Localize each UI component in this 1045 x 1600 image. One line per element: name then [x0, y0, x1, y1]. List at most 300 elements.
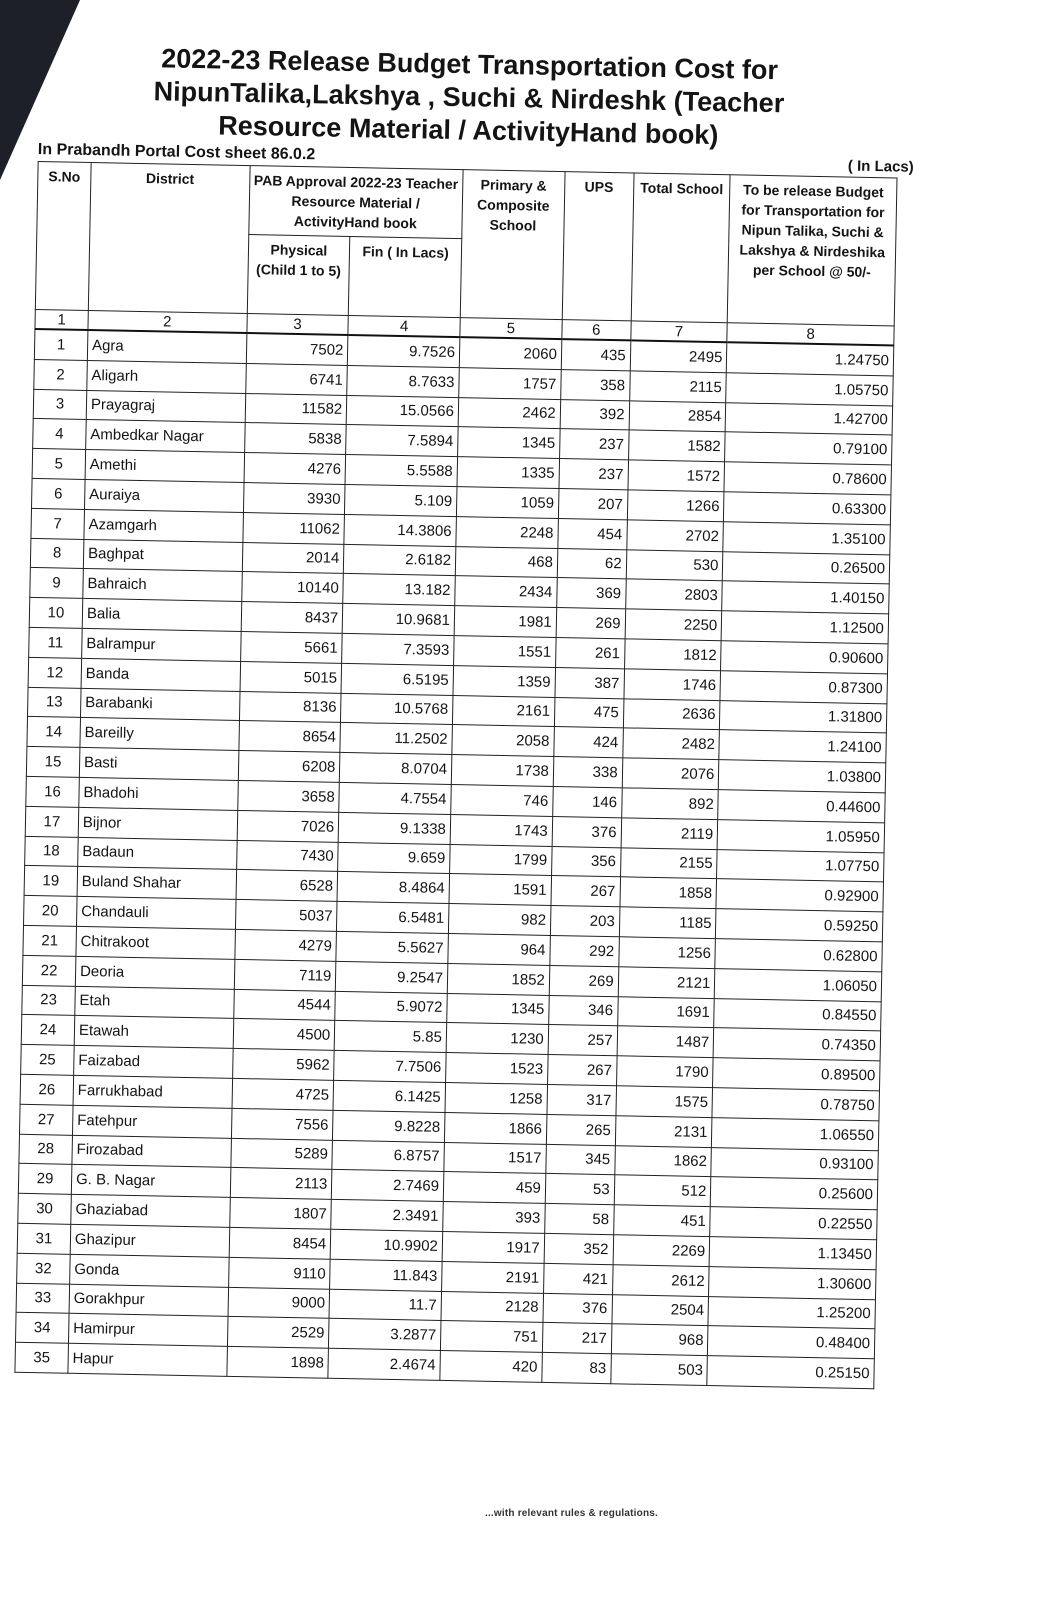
column-number: 6	[562, 320, 631, 341]
row-ups: 203	[550, 906, 619, 937]
row-district: Balrampur	[82, 628, 241, 661]
row-release: 0.93100	[711, 1147, 878, 1180]
row-release: 1.05950	[717, 819, 884, 852]
row-release: 1.31800	[720, 700, 887, 733]
row-total: 451	[613, 1205, 710, 1237]
row-ups: 292	[550, 935, 619, 966]
row-physical: 6208	[238, 751, 340, 783]
row-ups: 338	[553, 757, 622, 788]
row-physical: 4725	[232, 1078, 334, 1110]
row-primary: 2434	[455, 576, 557, 608]
row-sno: 13	[28, 687, 81, 718]
row-district: Ghaziabad	[71, 1194, 230, 1227]
row-fin: 15.0566	[346, 395, 458, 427]
row-release: 0.48400	[708, 1326, 875, 1359]
row-fin: 2.3491	[331, 1199, 443, 1231]
row-primary: 1799	[450, 844, 552, 876]
row-sno: 1	[34, 329, 87, 360]
row-release: 1.07750	[717, 849, 884, 882]
row-primary: 2058	[452, 725, 554, 757]
row-primary: 1743	[450, 814, 552, 846]
row-physical: 4279	[234, 929, 336, 961]
row-primary: 1258	[445, 1082, 547, 1114]
row-ups: 146	[553, 786, 622, 817]
row-district: Gorakhpur	[69, 1284, 228, 1317]
row-sno: 20	[24, 895, 77, 926]
row-primary: 459	[443, 1172, 545, 1204]
row-district: Ambedkar Nagar	[86, 420, 245, 453]
document-page	[14, 40, 919, 1390]
row-primary: 1852	[447, 963, 549, 995]
row-physical: 11062	[242, 512, 344, 544]
row-ups: 58	[544, 1204, 613, 1235]
row-physical: 3930	[243, 482, 345, 514]
row-total: 2131	[615, 1115, 712, 1147]
row-total: 2076	[622, 758, 719, 790]
row-fin: 6.5195	[341, 663, 453, 695]
row-release: 0.92900	[716, 879, 883, 912]
row-district: Chandauli	[76, 897, 235, 930]
row-release: 1.06050	[715, 968, 882, 1001]
row-sno: 10	[29, 598, 82, 629]
row-release: 0.89500	[713, 1058, 880, 1091]
row-primary: 1523	[446, 1053, 548, 1085]
row-ups: 83	[542, 1352, 611, 1383]
row-sno: 18	[25, 836, 78, 867]
row-total: 892	[621, 788, 718, 820]
row-release: 1.35100	[723, 521, 890, 554]
row-primary: 1345	[447, 993, 549, 1025]
row-primary: 1981	[454, 606, 556, 638]
row-ups: 376	[543, 1293, 612, 1324]
row-total: 1582	[628, 430, 725, 462]
row-fin: 5.5588	[345, 455, 457, 487]
row-total: 503	[610, 1354, 707, 1386]
row-fin: 11.2502	[340, 723, 452, 755]
title-line-2: NipunTalika,Lakshya , Suchi & Nirdeshk (Teacher	[153, 76, 785, 119]
row-fin: 9.1338	[338, 812, 450, 844]
row-district: Hamirpur	[68, 1314, 227, 1347]
row-total: 2636	[623, 698, 720, 730]
row-primary: 964	[448, 933, 550, 965]
row-ups: 376	[552, 816, 621, 847]
row-sno: 34	[15, 1313, 68, 1344]
row-release: 1.12500	[721, 611, 888, 644]
row-ups: 265	[546, 1114, 615, 1145]
row-fin: 10.9681	[342, 604, 454, 636]
row-sno: 11	[29, 627, 82, 658]
row-primary: 1335	[457, 457, 559, 489]
row-release: 0.78600	[724, 462, 891, 495]
row-total: 1185	[619, 907, 716, 939]
row-district: Barabanki	[80, 688, 239, 721]
row-primary: 2060	[459, 337, 561, 369]
row-release: 0.63300	[724, 492, 891, 525]
row-sno: 7	[31, 508, 84, 539]
row-release: 0.78750	[712, 1088, 879, 1121]
row-sno: 2	[34, 359, 87, 390]
row-primary: 1059	[456, 487, 558, 519]
row-fin: 5.85	[334, 1021, 446, 1053]
row-physical: 8454	[229, 1227, 331, 1259]
row-total: 1858	[620, 877, 717, 909]
row-primary: 2191	[442, 1261, 544, 1293]
row-total: 1746	[624, 669, 721, 701]
row-physical: 1807	[229, 1197, 331, 1229]
row-release: 1.25200	[708, 1296, 875, 1329]
row-fin: 3.2877	[329, 1319, 441, 1351]
row-fin: 9.659	[338, 842, 450, 874]
row-ups: 475	[554, 697, 623, 728]
row-fin: 10.9902	[330, 1229, 442, 1261]
row-release: 0.90600	[721, 641, 888, 674]
row-total: 530	[626, 549, 723, 581]
row-total: 2702	[626, 520, 723, 552]
row-physical: 5015	[240, 661, 342, 693]
row-primary: 1551	[454, 636, 556, 668]
row-release: 0.84550	[714, 998, 881, 1031]
row-ups: 346	[549, 995, 618, 1026]
row-physical: 8136	[239, 691, 341, 723]
row-district: Farrukhabad	[73, 1075, 232, 1108]
row-sno: 30	[18, 1193, 71, 1224]
row-primary: 1757	[459, 367, 561, 399]
row-total: 1487	[617, 1026, 714, 1058]
row-sno: 21	[23, 925, 76, 956]
row-sno: 15	[26, 747, 79, 778]
row-district: Agra	[87, 330, 246, 363]
row-fin: 10.5768	[341, 693, 453, 725]
row-primary: 1738	[451, 755, 553, 787]
row-sno: 22	[22, 955, 75, 986]
row-sno: 31	[17, 1223, 70, 1254]
row-sno: 29	[18, 1164, 71, 1195]
row-release: 0.26500	[723, 551, 890, 584]
row-total: 2119	[621, 818, 718, 850]
row-primary: 468	[455, 546, 557, 578]
row-physical: 2014	[242, 542, 344, 574]
row-physical: 8654	[238, 721, 340, 753]
row-physical: 4276	[244, 453, 346, 485]
row-physical: 5661	[240, 631, 342, 663]
row-release: 1.42700	[725, 402, 892, 435]
row-release: 1.13450	[709, 1236, 876, 1269]
row-primary: 393	[443, 1202, 545, 1234]
row-primary: 1359	[453, 665, 555, 697]
row-fin: 9.2547	[336, 961, 448, 993]
row-ups: 217	[542, 1323, 611, 1354]
row-total: 1266	[627, 490, 724, 522]
row-district: Bareilly	[80, 718, 239, 751]
unit-note: ( In Lacs)	[847, 157, 914, 176]
row-fin: 13.182	[343, 574, 455, 606]
row-total: 1790	[616, 1056, 713, 1088]
row-physical: 5962	[232, 1049, 334, 1081]
row-physical: 7430	[236, 840, 338, 872]
row-sno: 19	[24, 866, 77, 897]
row-physical: 9000	[228, 1287, 330, 1319]
row-ups: 317	[547, 1084, 616, 1115]
column-number: 4	[348, 315, 460, 337]
row-total: 2250	[625, 609, 722, 641]
row-physical: 7502	[246, 333, 348, 365]
row-ups: 424	[554, 727, 623, 758]
row-fin: 7.3593	[342, 633, 454, 665]
row-fin: 6.1425	[333, 1080, 445, 1112]
row-district: Buland Shahar	[77, 867, 236, 900]
row-total: 2269	[613, 1235, 710, 1267]
row-total: 2121	[618, 967, 715, 999]
row-ups: 237	[559, 429, 628, 460]
row-physical: 7119	[234, 959, 336, 991]
row-district: Faizabad	[74, 1045, 233, 1078]
row-release: 0.22550	[710, 1207, 877, 1240]
header-pab-group: PAB Approval 2022-23 Teacher Resource Material / ActivityHand book	[248, 166, 463, 239]
row-physical: 10140	[241, 572, 343, 604]
row-ups: 207	[558, 489, 627, 520]
header-total: Total School	[631, 173, 731, 323]
row-ups: 53	[545, 1174, 614, 1205]
row-district: Basti	[79, 748, 238, 781]
row-physical: 7026	[237, 810, 339, 842]
row-ups: 358	[561, 369, 630, 400]
row-physical: 1898	[226, 1346, 328, 1378]
row-primary: 2462	[458, 397, 560, 429]
row-physical: 9110	[228, 1257, 330, 1289]
row-total: 1812	[624, 639, 721, 671]
header-release: To be release Budget for Transportation for Nipun Talika, Suchi & Lakshya & Nirdeshika per School @ 50/-	[728, 175, 897, 326]
row-total: 968	[611, 1324, 708, 1356]
row-fin: 9.8228	[333, 1110, 445, 1142]
row-primary: 1230	[446, 1023, 548, 1055]
row-district: Aligarh	[87, 360, 246, 393]
header-ups: UPS	[562, 172, 634, 321]
row-total: 1862	[614, 1145, 711, 1177]
row-physical: 5838	[244, 423, 346, 455]
row-sno: 35	[15, 1342, 68, 1373]
row-release: 0.25600	[711, 1177, 878, 1210]
row-physical: 4544	[233, 989, 335, 1021]
row-fin: 2.4674	[328, 1348, 440, 1380]
column-number: 1	[35, 309, 88, 330]
row-total: 1575	[616, 1086, 713, 1118]
row-total: 2495	[630, 340, 727, 372]
row-release: 1.03800	[719, 760, 886, 793]
row-physical: 2529	[227, 1317, 329, 1349]
row-sno: 14	[27, 717, 80, 748]
row-sno: 28	[19, 1134, 72, 1165]
row-primary: 2161	[452, 695, 554, 727]
row-release: 1.30600	[709, 1266, 876, 1299]
row-ups: 62	[557, 548, 626, 579]
title-line-3: Resource Material / ActivityHand book)	[218, 110, 719, 151]
row-sno: 6	[32, 478, 85, 509]
row-ups: 392	[560, 399, 629, 430]
row-ups: 261	[555, 637, 624, 668]
row-total: 2504	[612, 1294, 709, 1326]
row-physical: 2113	[230, 1168, 332, 1200]
row-ups: 345	[546, 1144, 615, 1175]
row-release: 0.87300	[720, 670, 887, 703]
row-physical: 6528	[236, 870, 338, 902]
row-sno: 32	[17, 1253, 70, 1284]
row-sno: 33	[16, 1283, 69, 1314]
row-ups: 237	[559, 459, 628, 490]
row-district: Ghazipur	[70, 1224, 229, 1257]
row-release: 1.40150	[722, 581, 889, 614]
row-ups: 267	[551, 876, 620, 907]
row-fin: 6.8757	[332, 1140, 444, 1172]
row-district: Baghpat	[83, 539, 242, 572]
row-total: 2155	[620, 847, 717, 879]
row-fin: 8.0704	[340, 753, 452, 785]
row-fin: 5.9072	[335, 991, 447, 1023]
row-ups: 435	[561, 339, 630, 371]
row-total: 2482	[622, 728, 719, 760]
row-district: Fatehpur	[72, 1105, 231, 1138]
row-ups: 454	[558, 518, 627, 549]
row-fin: 7.5894	[346, 425, 458, 457]
header-fin: Fin ( In Lacs)	[349, 236, 462, 317]
row-total: 1691	[617, 996, 714, 1028]
row-district: Banda	[81, 658, 240, 691]
row-ups: 269	[549, 965, 618, 996]
row-fin: 5.109	[345, 484, 457, 516]
row-ups: 387	[555, 667, 624, 698]
table-body	[15, 329, 894, 1389]
row-district: G. B. Nagar	[71, 1165, 230, 1198]
row-release: 1.24750	[727, 342, 894, 375]
header-primary: Primary & Composite School	[460, 170, 565, 320]
row-fin: 4.7554	[339, 782, 451, 814]
row-sno: 5	[32, 449, 85, 480]
row-primary: 1917	[442, 1231, 544, 1263]
row-district: Firozabad	[72, 1135, 231, 1168]
row-ups: 267	[547, 1055, 616, 1086]
row-primary: 1866	[444, 1112, 546, 1144]
row-physical: 3658	[237, 780, 339, 812]
row-district: Deoria	[75, 956, 234, 989]
column-number: 2	[88, 310, 247, 333]
footer-note: ...with relevant rules & regulations.	[485, 1508, 658, 1519]
row-fin: 14.3806	[344, 514, 456, 546]
row-fin: 9.7526	[348, 335, 460, 367]
row-release: 0.79100	[725, 432, 892, 465]
row-primary: 2248	[456, 516, 558, 548]
row-physical: 5037	[235, 900, 337, 932]
row-sno: 16	[26, 776, 79, 807]
row-district: Auraiya	[84, 479, 243, 512]
title-line-1: 2022-23 Release Budget Transportation Cost for	[161, 43, 779, 86]
row-primary: 1345	[458, 427, 560, 459]
row-district: Badaun	[78, 837, 237, 870]
row-district: Hapur	[68, 1343, 227, 1376]
row-district: Bahraich	[83, 569, 242, 602]
row-sno: 8	[30, 538, 83, 569]
row-district: Amethi	[85, 450, 244, 483]
row-district: Gonda	[70, 1254, 229, 1287]
row-district: Etah	[75, 986, 234, 1019]
row-sno: 27	[19, 1104, 72, 1135]
row-fin: 11.843	[330, 1259, 442, 1291]
row-ups: 257	[548, 1025, 617, 1056]
row-physical: 8437	[241, 602, 343, 634]
row-fin: 7.7506	[334, 1050, 446, 1082]
row-primary: 982	[448, 904, 550, 936]
row-total: 2854	[629, 400, 726, 432]
row-physical: 11582	[245, 393, 347, 425]
row-fin: 2.6182	[344, 544, 456, 576]
row-district: Balia	[82, 599, 241, 632]
row-ups: 352	[544, 1233, 613, 1264]
row-release: 0.74350	[713, 1028, 880, 1061]
row-primary: 1591	[449, 874, 551, 906]
row-district: Etawah	[74, 1016, 233, 1049]
row-release: 0.62800	[715, 939, 882, 972]
row-sno: 3	[33, 389, 86, 420]
row-release: 0.44600	[718, 790, 885, 823]
row-district: Chitrakoot	[76, 926, 235, 959]
header-district: District	[88, 163, 249, 314]
row-release: 1.24100	[719, 730, 886, 763]
row-district: Azamgarh	[84, 509, 243, 542]
row-total: 2115	[629, 371, 726, 403]
row-sno: 17	[25, 806, 78, 837]
row-release: 1.05750	[726, 373, 893, 406]
row-total: 512	[614, 1175, 711, 1207]
column-number: 7	[630, 321, 727, 342]
row-fin: 11.7	[329, 1289, 441, 1321]
row-sno: 9	[30, 568, 83, 599]
row-district: Bijnor	[78, 807, 237, 840]
row-ups: 421	[543, 1263, 612, 1294]
row-district: Bhadohi	[79, 777, 238, 810]
row-release: 1.06550	[712, 1117, 879, 1150]
row-sno: 25	[21, 1044, 74, 1075]
row-primary: 746	[451, 784, 553, 816]
row-physical: 4500	[233, 1019, 335, 1051]
row-primary: 751	[440, 1321, 542, 1353]
header-physical: Physical (Child 1 to 5)	[247, 235, 350, 316]
row-fin: 8.4864	[337, 872, 449, 904]
row-total: 2803	[625, 579, 722, 611]
row-total: 1572	[628, 460, 725, 492]
row-primary: 2128	[441, 1291, 543, 1323]
row-sno: 23	[22, 985, 75, 1016]
row-sno: 4	[33, 419, 86, 450]
row-sno: 26	[20, 1074, 73, 1105]
row-total: 2612	[612, 1264, 709, 1296]
row-fin: 6.5481	[337, 902, 449, 934]
row-sno: 12	[28, 657, 81, 688]
row-physical: 6741	[245, 363, 347, 395]
row-ups: 369	[557, 578, 626, 609]
row-release: 0.59250	[716, 909, 883, 942]
column-number: 8	[727, 323, 894, 346]
column-number: 3	[246, 314, 348, 335]
header-sno: S.No	[35, 161, 91, 310]
row-ups: 269	[556, 608, 625, 639]
row-primary: 1517	[444, 1142, 546, 1174]
document-title	[78, 41, 860, 155]
row-fin: 5.5627	[336, 931, 448, 963]
column-number: 5	[460, 318, 562, 339]
budget-table	[14, 161, 897, 1389]
row-primary: 420	[440, 1351, 542, 1383]
row-fin: 2.7469	[332, 1170, 444, 1202]
row-sno: 24	[21, 1015, 74, 1046]
row-ups: 356	[551, 846, 620, 877]
